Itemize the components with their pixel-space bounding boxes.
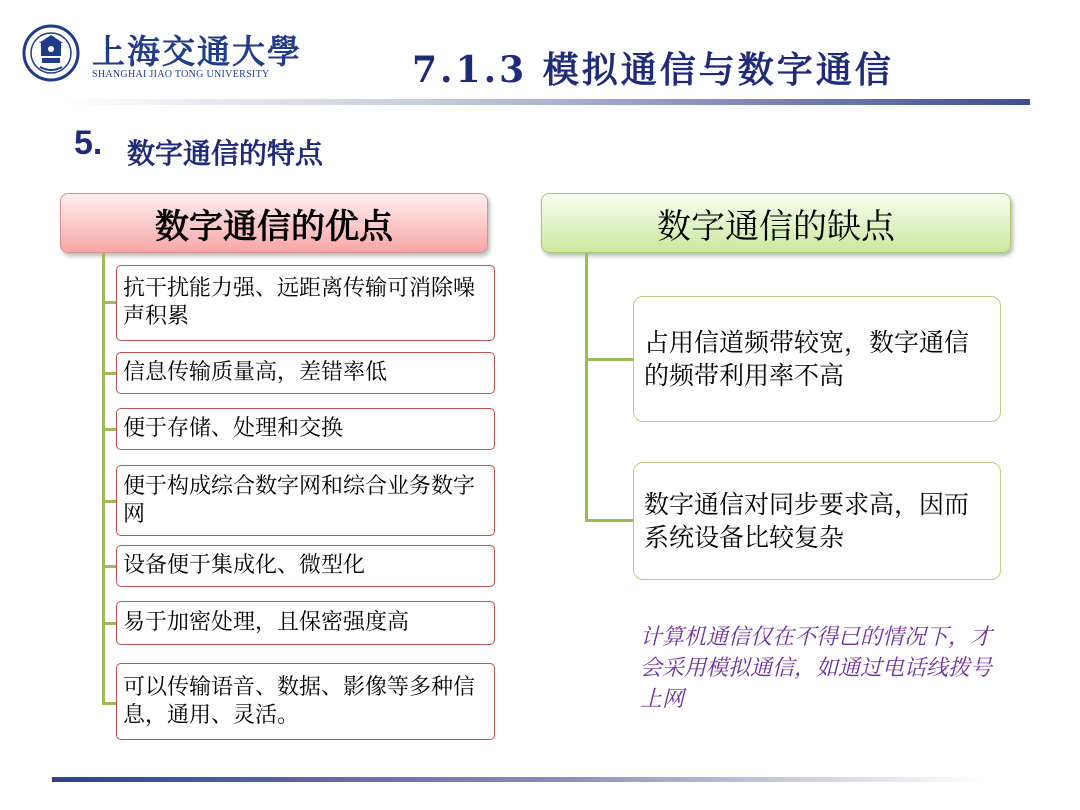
pros-item: 信息传输质量高，差错率低 [116,352,495,394]
cons-item: 数字通信对同步要求高，因而系统设备比较复杂 [633,462,1001,580]
section-title: 数字通信的特点 [127,137,324,170]
pros-item: 可以传输语音、数据、影像等多种信息，通用、灵活。 [116,663,495,740]
pros-heading: 数字通信的优点 [60,193,488,253]
slide-title: 7.1.3 模拟通信与数字通信 [412,49,894,91]
note-text: 计算机通信仅在不得已的情况下，才会采用模拟通信，如通过电话线拨号上网 [640,625,993,712]
pros-connector-branch [102,301,116,304]
university-emblem-icon [22,24,80,82]
cons-item: 占用信道频带较宽，数字通信的频带利用率不高 [633,296,1001,422]
footer-divider [52,777,982,782]
pros-connector-branch [102,702,116,705]
pros-connector-branch [102,428,116,431]
logo-chinese-name: 上海交通大學 [92,32,302,71]
pros-connector-branch [102,622,116,625]
pros-connector-branch [102,372,116,375]
cons-connector-trunk [585,253,588,521]
cons-heading: 数字通信的缺点 [541,193,1011,253]
pros-item: 便于构成综合数字网和综合业务数字网 [116,465,495,536]
logo-english-name: SHANGHAI JIAO TONG UNIVERSITY [92,69,270,80]
cons-connector-branch [585,358,633,361]
pros-item: 设备便于集成化、微型化 [116,545,495,587]
pros-connector-trunk [102,253,105,705]
pros-connector-branch [102,500,116,503]
section-number: 5. [74,124,103,162]
cons-connector-branch [585,519,633,522]
pros-item: 易于加密处理，且保密强度高 [116,601,495,645]
title-divider [60,99,1030,105]
pros-connector-branch [102,565,116,568]
pros-item: 便于存储、处理和交换 [116,408,495,450]
pros-item: 抗干扰能力强、远距离传输可消除噪声积累 [116,265,495,341]
